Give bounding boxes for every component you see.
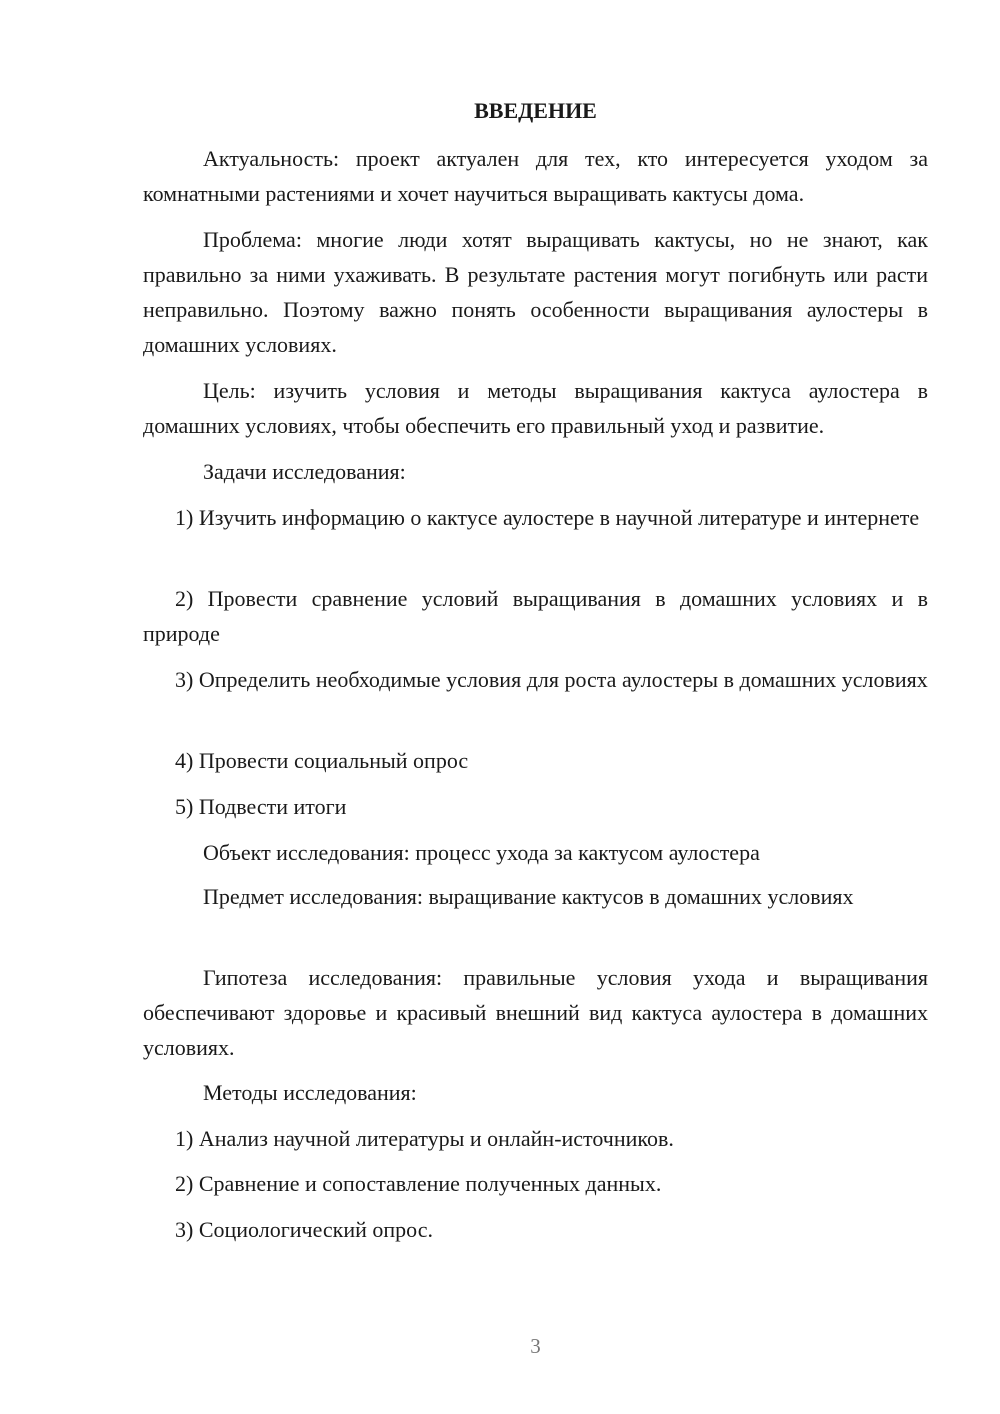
task-item: 3) Определить необходимые условия для роста аулостеры в домашних условиях <box>175 667 928 692</box>
problem-paragraph: Проблема: многие люди хотят выращивать кактусы, но не знают, как правильно за ними ухаживать. В результате растения могут погибнуть или расти неправильно. Поэтому важно понять особенности выращивания аулостеры в домашних условиях. <box>143 227 928 357</box>
method-item: 1) Анализ научной литературы и онлайн-источников. <box>175 1126 674 1151</box>
task-item: 1) Изучить информацию о кактусе аулостере в научной литературе и интернете <box>175 505 920 530</box>
relevance-paragraph: Актуальность: проект актуален для тех, кто интересуется уходом за комнатными растениями и хочет научиться выращивать кактусы дома. <box>143 146 928 206</box>
subject-paragraph: Предмет исследования: выращивание кактусов в домашних условиях <box>203 884 854 909</box>
tasks-heading: Задачи исследования: <box>203 459 406 484</box>
method-item: 2) Сравнение и сопоставление полученных данных. <box>175 1171 662 1196</box>
object-paragraph: Объект исследования: процесс ухода за кактусом аулостера <box>203 840 760 865</box>
goal-paragraph: Цель: изучить условия и методы выращивания кактуса аулостера в домашних условиях, чтобы обеспечить его правильный уход и развитие. <box>143 378 928 438</box>
methods-heading: Методы исследования: <box>203 1080 417 1105</box>
method-item: 3) Социологический опрос. <box>175 1217 433 1242</box>
hypothesis-paragraph: Гипотеза исследования: правильные условия ухода и выращивания обеспечивают здоровье и красивый внешний вид кактуса аулостера в домашних условиях. <box>143 965 928 1060</box>
task-item: 4) Провести социальный опрос <box>175 748 469 773</box>
document-page <box>143 0 928 1414</box>
page-number: 3 <box>530 1334 541 1358</box>
task-item: 2) Провести сравнение условий выращивания в домашних условиях и в природе <box>143 586 928 646</box>
task-item: 5) Подвести итоги <box>175 794 347 819</box>
section-title: ВВЕДЕНИЕ <box>474 98 597 123</box>
